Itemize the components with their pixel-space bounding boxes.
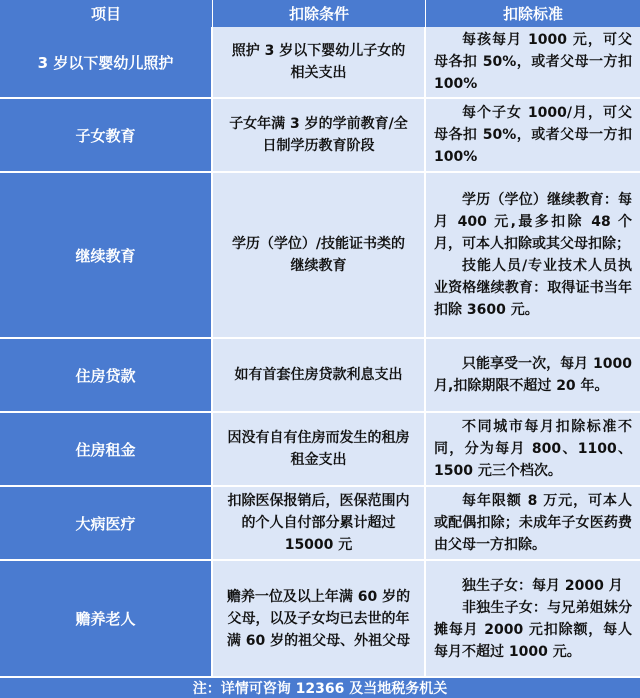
row-item: 大病医疗 xyxy=(0,487,213,559)
row-item: 子女教育 xyxy=(0,99,213,171)
row-standard xyxy=(426,413,640,485)
row-condition: 扣除医保报销后，医保范围内的个人自付部分累计超过 15000 元 xyxy=(213,487,426,559)
row-condition: 因没有自有住房而发生的租房租金支出 xyxy=(213,413,426,485)
row-item: 住房租金 xyxy=(0,413,213,485)
row-condition: 学历（学位）/技能证书类的继续教育 xyxy=(213,173,426,337)
footer-note: 注：详情可咨询 12366 及当地税务机关 xyxy=(0,678,640,698)
table-header xyxy=(0,0,640,27)
standard-text: 不同城市每月扣除标准不同，分为每月 800、1100、1500 元三个档次。 xyxy=(434,419,632,479)
row-item: 住房贷款 xyxy=(0,339,213,411)
table-row xyxy=(0,173,640,339)
table-row xyxy=(0,27,640,99)
header-condition: 扣除条件 xyxy=(213,0,426,27)
row-item: 3 岁以下婴幼儿照护 xyxy=(0,27,213,97)
row-condition: 子女年满 3 岁的学前教育/全日制学历教育阶段 xyxy=(213,99,426,171)
standard-text: 技能人员/专业技术人员执业资格继续教育：取得证书当年扣除 3600 元。 xyxy=(434,258,632,318)
row-standard xyxy=(426,27,640,97)
table-row xyxy=(0,413,640,487)
standard-text: 学历（学位）继续教育：每月 400 元,最多扣除 48 个月，可本人扣除或其父母扣除； xyxy=(434,192,632,252)
table-row xyxy=(0,561,640,678)
row-standard xyxy=(426,487,640,559)
standard-text: 每个子女 1000/月，可父母各扣 50%，或者父母一方扣 100% xyxy=(434,105,632,165)
row-condition: 照护 3 岁以下婴幼儿子女的相关支出 xyxy=(213,27,426,97)
row-standard xyxy=(426,99,640,171)
row-item: 继续教育 xyxy=(0,173,213,337)
standard-text: 只能享受一次，每月 1000 月,扣除期限不超过 20 年。 xyxy=(434,356,632,394)
table-row xyxy=(0,339,640,413)
standard-text: 每孩每月 1000 元，可父母各扣 50%，或者父母一方扣 100% xyxy=(434,32,632,92)
row-item: 赡养老人 xyxy=(0,561,213,676)
row-standard xyxy=(426,339,640,411)
header-standard: 扣除标准 xyxy=(502,5,563,23)
table-row xyxy=(0,487,640,561)
standard-text: 独生子女：每月 2000 月 xyxy=(462,577,623,594)
row-condition: 如有首套住房贷款利息支出 xyxy=(213,339,426,411)
standard-text: 非独生子女：与兄弟姐妹分摊每月 2000 元扣除额，每人每月不超过 1000 元。 xyxy=(434,599,632,660)
table-row xyxy=(0,99,640,173)
row-condition: 赡养一位及以上年满 60 岁的父母，以及子女均已去世的年满 60 岁的祖父母、外祖父母 xyxy=(213,561,426,676)
row-standard xyxy=(426,561,640,676)
header-item: 项目 xyxy=(0,0,213,27)
row-standard xyxy=(426,173,640,337)
standard-text: 每年限额 8 万元，可本人或配偶扣除；未成年子女医药费由父母一方扣除。 xyxy=(434,493,632,553)
